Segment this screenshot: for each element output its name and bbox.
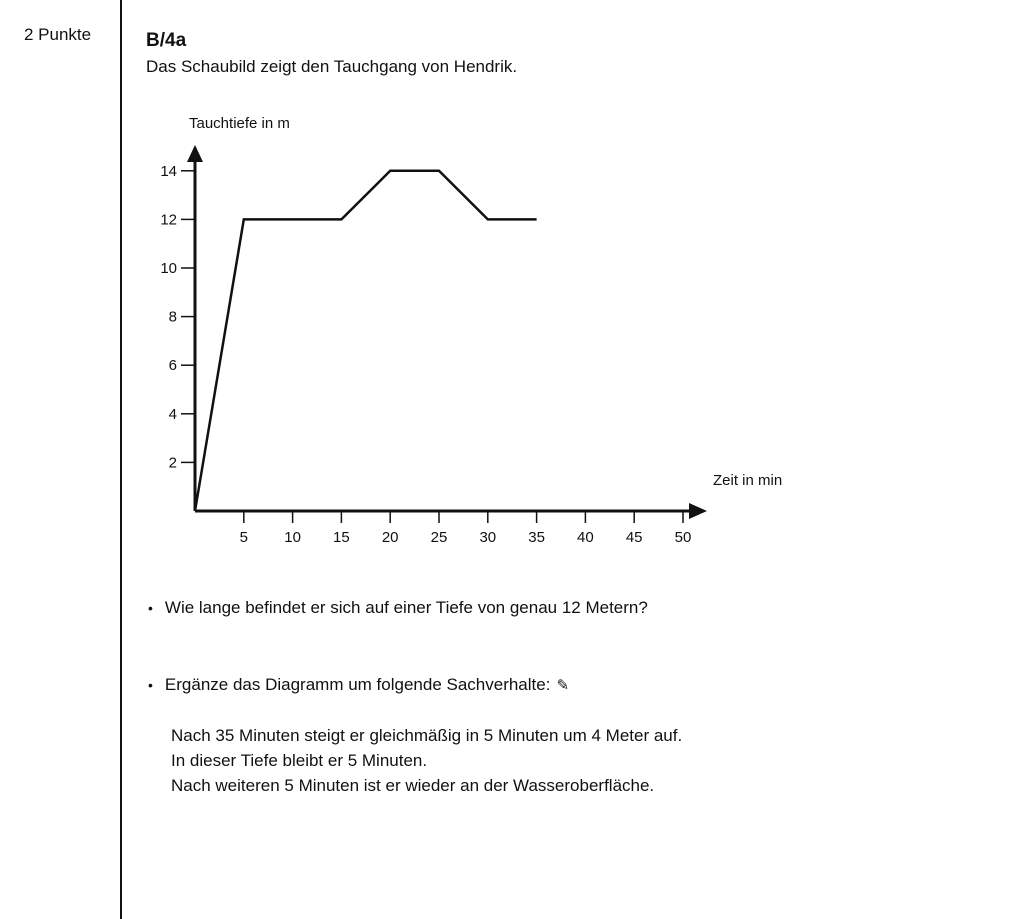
x-axis-arrow xyxy=(689,503,707,519)
bullet-marker: • xyxy=(148,677,153,693)
chart-ticks xyxy=(160,163,691,546)
fact-line: In dieser Tiefe bleibt er 5 Minuten. xyxy=(171,751,428,770)
x-tick-label: 40 xyxy=(577,529,594,546)
pencil-icon: ✎ xyxy=(556,677,570,694)
y-tick-label: 6 xyxy=(168,357,177,375)
question-complete-diagram xyxy=(148,675,569,695)
y-tick-label: 10 xyxy=(160,260,177,277)
y-tick-label: 14 xyxy=(160,162,177,180)
y-tick-label: 8 xyxy=(168,308,177,326)
bullet-marker: • xyxy=(148,600,153,616)
question-duration-text: Wie lange befindet er sich auf einer Tiefe von genau 12 Metern? xyxy=(164,598,648,617)
x-tick-label: 15 xyxy=(333,529,350,546)
x-tick-label: 30 xyxy=(479,529,497,546)
task-id: B/4a xyxy=(146,30,187,51)
question-duration xyxy=(148,598,648,618)
series-line xyxy=(195,171,537,511)
y-tick-label: 2 xyxy=(168,454,177,472)
question-complete-diagram-text: Ergänze das Diagramm um folgende Sachverhalte: xyxy=(164,675,551,694)
fact-line: Nach weiteren 5 Minuten ist er wieder an der Wasseroberfläche. xyxy=(171,776,655,795)
y-axis-label: Tauchtiefe in m xyxy=(189,115,290,132)
task-intro: Das Schaubild zeigt den Tauchgang von Hendrik. xyxy=(146,57,518,76)
x-tick-label: 50 xyxy=(674,529,692,546)
x-tick-label: 45 xyxy=(625,529,643,546)
chart-axes xyxy=(187,145,707,519)
points-label: 2 Punkte xyxy=(24,25,92,44)
fact-line: Nach 35 Minuten steigt er gleichmäßig in 5 Minuten um 4 Meter auf. xyxy=(171,726,683,745)
x-axis-label: Zeit in min xyxy=(713,472,783,489)
dive-facts xyxy=(171,723,682,798)
x-tick-label: 10 xyxy=(284,529,301,546)
y-tick-label: 4 xyxy=(168,405,177,423)
y-tick-label: 12 xyxy=(160,211,177,229)
x-tick-label: 25 xyxy=(430,529,448,546)
x-tick-label: 35 xyxy=(528,529,545,546)
x-tick-label: 5 xyxy=(239,529,248,546)
chart-series xyxy=(195,171,537,511)
x-tick-label: 20 xyxy=(381,529,399,546)
y-axis-arrow xyxy=(187,145,203,162)
